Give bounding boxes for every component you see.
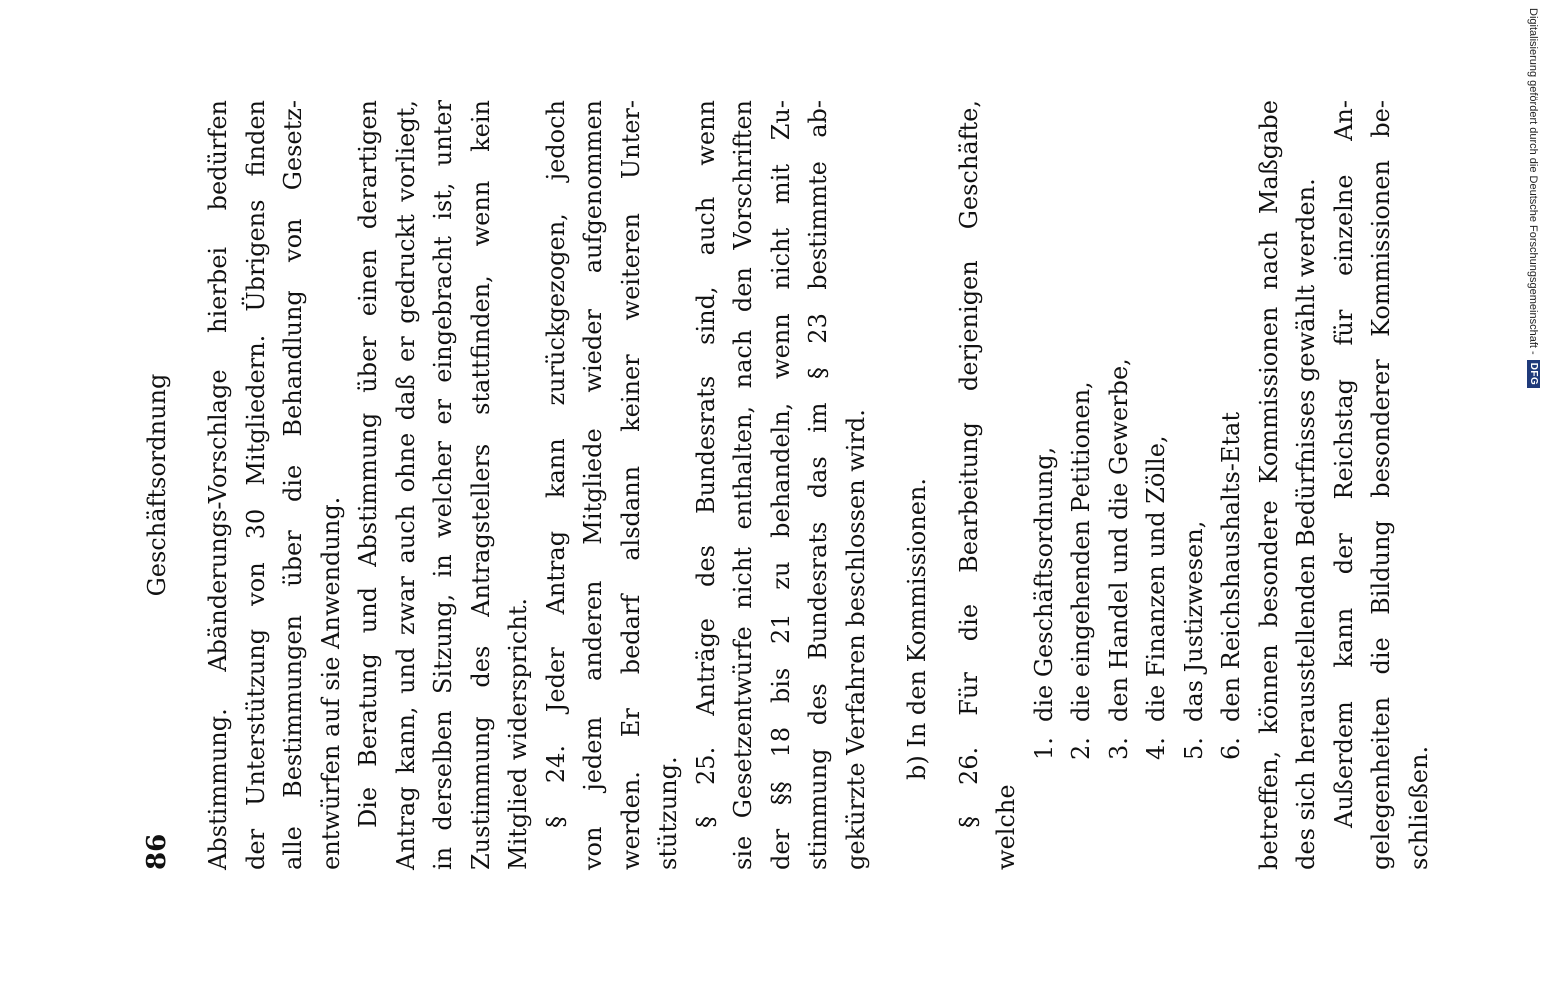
text-line: Abstimmung. Abänderungs-Vorschlage hierbei bedürfen bbox=[204, 100, 232, 870]
text-line: betreffen, können besondere Kommissionen nach Maßgabe bbox=[1254, 100, 1283, 870]
list-item bbox=[1176, 100, 1214, 870]
paragraph-24-line: § 24. Jeder Antrag kann zurückgezogen, jedoch bbox=[541, 100, 570, 828]
text-line: alle Bestimmungen über die Behandlung von Gesetz- bbox=[279, 100, 307, 870]
list-number: 4. bbox=[1142, 737, 1170, 760]
list-number: 6. bbox=[1217, 737, 1245, 760]
list-text: die Geschäftsordnung, bbox=[1029, 446, 1058, 722]
dfg-logo-icon: DFG bbox=[1527, 360, 1540, 389]
text-line: von jedem anderen Mitgliede wieder aufgenommen bbox=[579, 100, 607, 870]
list-text: die eingehenden Petitionen, bbox=[1067, 381, 1095, 722]
list-item bbox=[1101, 100, 1139, 870]
text-line: des sich herausstellenden Bedürfnisses gewählt werden. bbox=[1292, 178, 1320, 870]
paragraph-26-line: § 26. Für die Bearbeitung derjenigen Geschäfte, bbox=[954, 100, 983, 828]
text-line: Antrag kann, und zwar auch ohne daß er gedruckt vorliegt, bbox=[391, 100, 420, 870]
running-head-title: Geschäftsordnung bbox=[143, 373, 171, 597]
text-line: der §§ 18 bis 21 zu behandeln, wenn nicht mit Zu- bbox=[766, 100, 795, 870]
list-item bbox=[1213, 100, 1251, 870]
list-item bbox=[1138, 100, 1176, 870]
paragraph-25-line: § 25. Anträge des Bundesrats sind, auch wenn bbox=[691, 100, 720, 828]
text-line: Mitglied widerspricht. bbox=[504, 597, 532, 870]
text-line: gekürzte Verfahren beschlossen wird. bbox=[841, 409, 870, 870]
text-line: gelegenheiten die Bildung besonderer Kommissionen be- bbox=[1367, 100, 1395, 870]
body-text bbox=[200, 100, 1438, 870]
list-item bbox=[1063, 100, 1101, 870]
list-text: das Justizwesen, bbox=[1179, 520, 1208, 722]
section-heading: b) In den Kommissionen. bbox=[903, 477, 931, 780]
text-line: stützung. bbox=[654, 756, 682, 870]
text-line: werden. Er bedarf alsdann keiner weiteren Unter- bbox=[616, 100, 645, 870]
text-line: in derselben Sitzung, in welcher er eingebracht ist, unter bbox=[429, 100, 457, 870]
list-item bbox=[1026, 100, 1064, 870]
list-text: den Handel und die Gewerbe, bbox=[1104, 358, 1133, 722]
text-line: stimmung des Bundesrats das im § 23 bestimmte ab- bbox=[804, 100, 832, 870]
list-number: 2. bbox=[1067, 737, 1095, 760]
text-line: schließen. bbox=[1404, 745, 1433, 870]
digitization-credit bbox=[1527, 8, 1540, 388]
list-text: den Reichshaushalts-Etat bbox=[1217, 412, 1245, 722]
text-line: Außerdem kann der Reichstag für einzelne An- bbox=[1329, 100, 1358, 828]
list-number: 5. bbox=[1179, 737, 1208, 760]
text-line: entwürfen auf sie Anwendung. bbox=[316, 496, 345, 870]
running-header bbox=[142, 100, 182, 870]
text-line: der Unterstützung von 30 Mitgliedern. Übrigens finden bbox=[241, 100, 270, 870]
text-line: welche bbox=[992, 784, 1020, 870]
list-number: 1. bbox=[1029, 737, 1058, 760]
page-number: 86 bbox=[142, 833, 172, 870]
text-line: Zustimmung des Antragstellers stattfinden, wenn kein bbox=[466, 100, 495, 870]
list-text: die Finanzen und Zölle, bbox=[1142, 435, 1170, 722]
credit-text: Digitalisierung gefördert durch die Deutsche Forschungsgemeinschaft - bbox=[1527, 8, 1540, 355]
list-number: 3. bbox=[1104, 737, 1133, 760]
text-line: sie Gesetzentwürfe nicht enthalten, nach den Vorschriften bbox=[729, 100, 757, 870]
text-line: Die Beratung und Abstimmung über einen derartigen bbox=[354, 100, 382, 828]
book-page bbox=[142, 100, 1433, 870]
